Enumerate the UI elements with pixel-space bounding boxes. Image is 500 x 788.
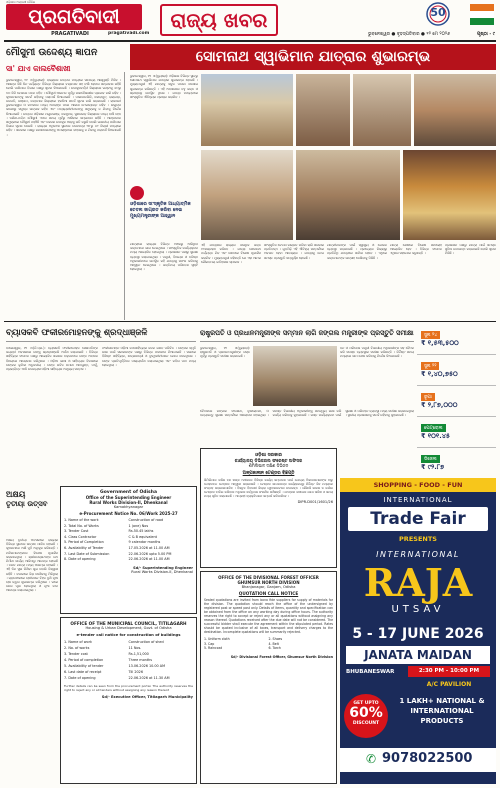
tender4-table <box>204 637 333 651</box>
tender1-gov: Government of Odisha <box>100 490 157 495</box>
table-row: 1. Name of the work Construction of road <box>64 518 164 522</box>
rate-value: ₹ ୧୦୧.୪୫ <box>421 431 450 440</box>
ad-venue: JANATA MAIDAN <box>346 646 490 664</box>
tender-notice-rural-works <box>60 486 197 614</box>
somnath-article-continued: ଯାତ୍ରାରେ ରାଜ୍ୟର ବିଭିନ୍ନ ଅଞ୍ଚଳରୁ ଆସିଥିବା ଭକ୍ତମାନେ ଭାଗ ନେଇଥିଲେ । ସାଂସ୍କୃତିକ କାର୍ଯ୍ୟକ୍ରମ ମଧ୍ୟ ଆୟୋଜିତ ହୋଇଥିଲା । ପ୍ରଶାସନ ପକ୍ଷରୁ ସୁରକ୍ଷା ବ୍ୟବସ୍ଥା କରାଯାଇଥିଲା । ମନ୍ତ୍ରୀ, ବିଧାୟକ ଓ ବରିଷ୍ଠ ଅଧିକାରୀମାନେ ଉପସ୍ଥିତ ରହି ଯାତ୍ରାକୁ ସଫଳ କରିବାକୁ ଆହ୍ୱାନ ଦେଇଥିଲେ । ଭକ୍ତିମୟ ପରିବେଶ ସୃଷ୍ଟି ହୋଇଥିଲା । <box>130 242 198 272</box>
column-rule <box>124 72 125 320</box>
tender2-table <box>64 639 193 681</box>
section-title: ରାଜ୍ୟ ଖବର <box>160 4 278 36</box>
tender3-title2: କାର୍ଯ୍ୟାଳୟ ଡିଭିଜନାଲ ଫରେଷ୍ଟ ଅଫିସର <box>234 458 303 463</box>
inset-quote-box <box>130 186 198 240</box>
kicker-subheadline: ସା' ଯାଏ କାଲବୈଶାଖୀ <box>6 64 71 73</box>
table-row: 8. Date of opening 22.06.2026 at 11.00 AM <box>64 557 170 562</box>
table-row: 1. Uniform cloth 2. Shoes <box>204 637 283 641</box>
forest-minister-article-c: ବୈଠକରେ ଜଙ୍ଗଲ ସଂରକ୍ଷଣ, ବୃକ୍ଷରୋପଣ, ଓ ବନ୍ୟଜନ୍ତୁ ସୁରକ୍ଷା ସମ୍ପର୍କରେ ଆଲୋଚନା ହୋଇଥିଲା । ସମସ୍ତ ବିଭାଗୀୟ ଅଧିକାରୀଙ୍କୁ ସମନ୍ୱୟ ରକ୍ଷା କରି କାର୍ଯ୍ୟ କରିବାକୁ କୁହାଯାଇଛି । ଗସ୍ତ କାର୍ଯ୍ୟକ୍ରମ ପାଇଁ ସୁରକ୍ଷା ଓ ପରିବହନ ବ୍ୟବସ୍ଥା ମଧ୍ୟ ସମୀକ୍ଷା କରାଯାଇଥିଲା । ସ୍ଥାନୀୟ ପ୍ରଶାସନକୁ ସତର୍କ ରହିବାକୁ କୁହାଯାଇଛି । <box>200 409 414 418</box>
table-row: 2. No. of works 11 Nos. <box>64 646 142 650</box>
table-row: 4. Class Contractor C & B equivalent <box>64 534 157 539</box>
side-box-title: ଅକ୍ଷୟ <box>6 490 26 499</box>
anniversary-number: 50 <box>430 6 446 19</box>
photo-somnath-7 <box>403 150 496 240</box>
fakir-mohan-article-b: ଫକୀରମୋହନ ଓଡ଼ିଆ କଥାସାହିତ୍ୟର ଜନକ ଭାବେ ପରିଚିତ । ତାଙ୍କର ସ୍ମୃତି ରକ୍ଷା ପାଇଁ ସରକାରଙ୍କ ପକ୍ଷରୁ ବିଭିନ୍ନ ପଦକ୍ଷେପ ନିଆଯାଇଛି । ସଭାରେ ବିଶିଷ୍ଟ ସାହିତ୍ୟିକ, ଛାତ୍ରଛାତ୍ରୀ ଓ ବୁଦ୍ଧିଜୀବୀମାନେ ଯୋଗ ଦେଇଥିଲେ । ତାଙ୍କ ପ୍ରତିମୂର୍ତ୍ତିରେ ମାଲ୍ୟାର୍ପଣ କରାଯାଇଥିଲା ଏବଂ କବିତା ପାଠ ମଧ୍ୟ ହୋଇଥିଲା । <box>102 346 196 367</box>
anniversary-logo <box>418 2 458 26</box>
tender4-notice: QUOTATION CALL NOTICE <box>238 591 299 596</box>
ad-international: INTERNATIONAL <box>383 496 453 504</box>
ad-top-band: SHOPPING - FOOD - FUN <box>340 478 496 492</box>
table-row: 3. Cap 4. Belt <box>204 641 279 646</box>
ad-presents: PRESENTS <box>399 535 437 543</box>
tender2-fineprint: Further details can be seen from the procurement portal. The authority reserves the right to reject any or all tenders without assigning any reason thereof. <box>64 684 193 692</box>
masthead-divider <box>4 40 496 42</box>
tender4-title: OFFICE OF THE DIVISIONAL FOREST OFFICER <box>218 575 319 580</box>
logo: ପ୍ରଗତିବାଦୀ <box>6 4 142 30</box>
ad-trade-fair: Trade Fair <box>348 507 488 531</box>
tagline: ଓଡ଼ିଶାର ଅଗ୍ରଣୀ ଦୈନିକ <box>6 0 36 4</box>
tender1-division: Rural Works Division-II, Dhenkanal <box>89 500 168 505</box>
section-divider <box>4 321 496 322</box>
inset-quote: ଓଡ଼ିଶାରେ ସାଂସ୍କୃତିକ ଆଧ୍ୟାତ୍ମିକ ଚେତନା ଜାଗ୍ରତ କରିବା ନେଇ ମୁଖ୍ୟମନ୍ତ୍ରୀଙ୍କ ଆହ୍ୱାନ <box>130 202 191 219</box>
kicker-headline: ମୌସୁମୀ ଉଦ୍ଦେଶ୍ୟ ଜ୍ଞାପନ <box>6 47 98 58</box>
weather-article-body: ଭୁବନେଶ୍ୱର, ୧୧ ।୫(ବ୍ୟୁରୋ): ରାଜ୍ୟରେ ଉତ୍ତାପ ମଧ୍ୟରେ ସାମାନ୍ୟ ଆଶ୍ୱସ୍ତି ମିଳିବ । ଆସନ୍ତା କିଛି ଦିନ ପର୍ଯ୍ୟନ୍ତ ବିଭିନ୍ନ ଜିଲ୍ଲାରେ ବଜ୍ରପାତ ସହ ବର୍ଷା ହେବାର ସମ୍ଭାବନା ରହିଛି ବୋଲି ପାଣିପାଗ ବିଭାଗ ପକ୍ଷରୁ ସୂଚନା ଦିଆଯାଇଛି । ଉପକୂଳବର୍ତ୍ତୀ ଜିଲ୍ଲାରେ ଘଣ୍ଟାକୁ ୪୦ରୁ ୫୦ କିମି ବେଗରେ ପବନ ବହିବ । ମୌସୁମୀ ଆଗମନ ପୂର୍ବରୁ କାଳବୈଶାଖୀର ପ୍ରଭାବ ଜାରି ରହିବ । କୃଷକମାନଙ୍କୁ ସତର୍କ ରହିବାକୁ ପରାମର୍ଶ ଦିଆଯାଇଛି । ମାଲକାନଗିରି, କୋରାପୁଟ, ରାୟଗଡ଼ା, ଗଜପତି, ଗଞ୍ଜାମ, କନ୍ଧମାଳ ଜିଲ୍ଲାରେ ହଳଦିଆ ସତର୍କ ସୂଚନା ଜାରି କରାଯାଇଛି । ରାଜଧାନୀ ଭୁବନେଶ୍ୱର ଓ କଟକରେ ମଧ୍ୟ ଅପରାହ୍ନ ପରେ ଆକାଶ ମେଘାଚ୍ଛନ୍ନ ରହିବ । ଲଘୁଚାପ କାରଣରୁ ସମୁଦ୍ର ଉତ୍ତାଳ ରହିବ ଏବଂ ମତ୍ସ୍ୟଜୀବୀମାନଙ୍କୁ ସମୁଦ୍ରକୁ ନ ଯିବାକୁ ନିର୍ଦ୍ଦେଶ ଦିଆଯାଇଛି । ଉତ୍ତର ଓଡ଼ିଶାର ମୟୂରଭଞ୍ଜ, କେନ୍ଦୁଝର, ସୁନ୍ଦରଗଡ଼ ଜିଲ୍ଲାରେ ମଧ୍ୟ ବର୍ଷା ହେବ । ଦକ୍ଷିଣ-ପଶ୍ଚିମ ମୌସୁମୀ ଏଥର ସମୟ ପୂର୍ବରୁ ଆସିବାର ସମ୍ଭାବନା ରହିଛି । ଆଣ୍ଡାମାନ ସମୁଦ୍ରରେ ମୌସୁମୀ ପହଞ୍ଚିଛି ଏବଂ କେରଳ ଉପକୂଳ ଆଡ଼କୁ ଗତି କରୁଛି ବୋଲି ଭାରତୀୟ ପାଣିପାଗ ବିଭାଗ ସୂଚନା ଦେଇଛି । ରାଜ୍ୟର ଅଧିକାଂଶ ସ୍ଥାନରେ ତାପମାତ୍ରା ୩୮ରୁ ୪୨ ଡିଗ୍ରୀ ମଧ୍ୟରେ ରହିବ । ସରକାର ପକ୍ଷରୁ ଜନସାଧାରଣଙ୍କୁ ଅପରାହ୍ନରେ ବାହାରକୁ ନ ଯିବାକୁ ପରାମର୍ଶ ଦିଆଯାଇଛି । <box>6 78 121 137</box>
tender4-subtitle: GHUMSUR NORTH DIVISION <box>237 580 300 585</box>
rate-label: ରୂପା <box>421 393 435 401</box>
ad-pavilion: A/C PAVILION <box>426 681 472 688</box>
tender2-footer: Sd/- Executive Officer, Titilagarh Municipality <box>101 695 193 699</box>
fakir-mohan-headline: ବ୍ୟାସକବି ଫକୀରମୋହନଙ୍କୁ ଶ୍ରଦ୍ଧାଞ୍ଜଳି <box>6 324 196 342</box>
rate-item <box>417 386 496 417</box>
tender1-footer2: Rural Works Division-II, Dhenkanal <box>131 569 193 574</box>
tender3-notice: ଅଳ୍ପକାଳୀନ ଟେଣ୍ଡର ବିଜ୍ଞପ୍ତି <box>242 471 295 476</box>
rate-label: ସୁନା ୨୨ <box>421 362 439 370</box>
masthead <box>0 0 500 40</box>
table-row: 1. Name of work Construction of shed <box>64 640 164 644</box>
forest-minister-headline: ରାଷ୍ଟ୍ରପତି ଓ ପ୍ରଧାନମନ୍ତ୍ରୀଙ୍କ ସମ୍ମାନ ଲାଗି ଜଙ୍ଗଲ ମନ୍ତ୍ରୀଙ୍କ ପ୍ରସ୍ତୁତି ସମୀକ୍ଷା <box>200 324 414 342</box>
ad-products: 1 LAKH+ NATIONAL & INTERNATIONAL PRODUCTS <box>399 697 485 725</box>
ad-offer-badge <box>344 694 388 738</box>
page-label: ପୃଷ୍ଠା - ୯ <box>477 32 495 37</box>
table-row: 5. Availability of tender 13.06.2026 10.00 AM <box>64 664 166 668</box>
tender4-body: Sealed quotations are invited from bona fide suppliers for supply of materials for the division. The quotation should reach the office of the undersigned by registered post or speed post only. Details of items, quantity and specification can be obtained from the office on any working day during office hours. The authority reserves the right to accept or reject any or all quotations without assigning any reason thereof. Quotations received after the due date will not be considered. The successful bidder shall execute the agreement within the stipulated period. Rates should be quoted inclusive of all taxes, transport and delivery charges to the destination. Incomplete quotations will be summarily rejected. <box>204 598 333 634</box>
ad-time: 2:30 PM - 10:00 PM <box>408 666 490 677</box>
somnath-article-col-d: ଯାତ୍ରା ଶେଷରେ ବିଶେଷ ସମାରୋହ ଆୟୋଜିତ ହେବ । ବିଭିନ୍ନ ସଂଗଠନ ଏଥିରେ ସହଯୋଗ କରୁଛନ୍ତି । <box>390 243 442 256</box>
ad-raja: RAJA <box>363 562 473 604</box>
ad-offer-bottom: DISCOUNT <box>352 721 380 726</box>
main-headline: ସୋମନାଥ ସ୍ୱାଭିମାନ ଯାତ୍ରାର ଶୁଭାରମ୍ଭ <box>130 44 496 70</box>
rate-label: ପେଟ୍ରୋଲ <box>421 424 446 432</box>
table-row: 5. Period of Completion 9 calendar months <box>64 540 161 545</box>
ad-dates: 5 - 17 JUNE 2026 <box>352 626 484 642</box>
logo-subtitle: PRAGATIVADI <box>51 31 89 37</box>
photo-somnath-5 <box>201 150 293 240</box>
table-row: 5. Raincoat 6. Torch <box>204 646 281 651</box>
table-row: 7. Date of opening 22.06.2026 at 11.30 AM <box>64 676 170 680</box>
rate-label: ସୁନା ୨୪ <box>421 331 440 339</box>
rate-value: ₹ ୧,୫୩,୫୦୦ <box>421 338 459 347</box>
somnath-article-col-b: ସାଂସ୍କୃତିକ ଚେତନା ଜାଗ୍ରତ କରିବା ଲାଗି ସରକାର ପ୍ରତିବଦ୍ଧ । ଯୁବପିଢ଼ି ଏହି ଐତିହ୍ୟ ସମ୍ପର୍କରେ ଅବଗତ ହେବା ଆବଶ୍ୟକ । ଯାତ୍ରାକୁ ନେଇ ସମସ୍ତ ପ୍ରସ୍ତୁତି ସମ୍ପୂର୍ଣ୍ଣ ହୋଇଛି । <box>264 243 324 260</box>
table-row: 7. Last Date of Submission 22.06.2026 upto 5.00 PM <box>64 551 172 556</box>
tender3-title3: ଶିମିଲିପାଳ ଦକ୍ଷିଣ ଡିଭିଜନ <box>248 463 289 468</box>
ad-offer: 60% <box>349 705 383 721</box>
photo-somnath-2 <box>296 74 350 146</box>
rate-value: ₹ ୯୨.୮୭ <box>421 462 445 471</box>
rate-item <box>417 448 496 474</box>
ad-phone: 9078022500 <box>382 751 473 766</box>
fakir-mohan-article-a: ବାଲେଶ୍ୱର, ୧୧ ।୫(ନି.ପ୍ର.): ବ୍ୟାସକବି ଫକୀରମୋହନ ସେନାପତିଙ୍କ ଜୟନ୍ତୀ ଅବସରରେ ତାଙ୍କୁ ଶ୍ରଦ୍ଧାଞ୍ଜଳି ଅର୍ପଣ କରାଯାଇଛି । ବିଭିନ୍ନ ସାହିତ୍ୟିକ ସଂଗଠନ ପକ୍ଷରୁ ଆୟୋଜିତ ସଭାରେ ବକ୍ତାମାନେ ତାଙ୍କ ଅବଦାନ ବିଷୟରେ ଆଲୋଚନା କରିଥିଲେ । ଓଡ଼ିଆ ଭାଷା ଓ ସାହିତ୍ୟର ବିକାଶରେ ତାଙ୍କର ଭୂମିକା ଅତୁଳନୀୟ । ତାଙ୍କ ରଚିତ ଛମାଣ ଆଠଗୁଣ୍ଠ, ମାମୁଁ, ପ୍ରାୟଶ୍ଚିତ୍ତ ଆଦି ଉପନ୍ୟାସ ଓଡ଼ିଆ ସାହିତ୍ୟର ଅମୂଲ୍ୟ ସମ୍ପଦ । <box>6 346 98 372</box>
rate-item <box>417 355 496 386</box>
rate-label: ଡିଜେଲ <box>421 455 440 463</box>
tender1-notice: e-Procurement Notice No. 06/Work 2025-27 <box>79 511 178 516</box>
ad-offer-top: GET UPTO <box>353 701 379 706</box>
date-line: ଭୁବନେଶ୍ୱର ● ବୃହସ୍ପତିବାର ● ୧୨ ମେ ୨୦୨୬ <box>367 32 450 37</box>
akshaya-tritiya-box <box>6 490 56 536</box>
table-row: 3. Tender Cost Rs.50.45 lakhs <box>64 529 154 534</box>
website[interactable]: pragativadi.com <box>108 31 150 36</box>
forest-minister-article-b: ବନ ଓ ପରିବେଶ ମନ୍ତ୍ରୀ ବିଭାଗୀୟ ଅଧିକାରୀଙ୍କ ସହ ବୈଠକ କରି ସମସ୍ତ ବ୍ୟବସ୍ଥାର ସମୀକ୍ଷା କରିଛନ୍ତି । ନିର୍ଦ୍ଦିଷ୍ଟ ସମୟ ମଧ୍ୟରେ କାମ ଶେଷ କରିବାକୁ ନିର୍ଦ୍ଦେଶ ଦିଆଯାଇଛି । <box>340 346 414 359</box>
raja-utsav-ad <box>340 478 496 784</box>
rate-value: ₹ ୨,୮୭,୦୦୦ <box>421 400 458 409</box>
rate-item <box>417 324 496 355</box>
table-row: 6. Availability of Tender 17.05.2026 at 11.00 AM <box>64 545 170 550</box>
somnath-article-col-c: ଯାତ୍ରୀମାନଙ୍କ ପାଇଁ ସ୍ୱାସ୍ଥ୍ୟ ଓ ଭୋଜନ ବ୍ୟବସ୍ଥା କରାଯାଇଛି । ପ୍ରତ୍ୟେକ ଜିଲ୍ଲାରୁ ପ୍ରତିନିଧି ଯାତ୍ରାରେ ସାମିଲ ହେବେ । ଏଥିରେ ଭକ୍ତମାନଙ୍କ ଉତ୍ସାହ ଦେଖିବାକୁ ମିଳିଛି । <box>327 243 387 260</box>
tender1-office: Office of the Superintending Engineer <box>85 495 172 500</box>
tender1-footer: Sd/- Superintending Engineer <box>133 565 193 570</box>
tender-notice-ghumsur <box>200 571 337 784</box>
ad-utsav: UTSAV <box>391 604 445 615</box>
table-row: 6. Last date of receipt Till 2026 <box>64 670 143 674</box>
tender2-notice: e-tender call notice for construction of buildings <box>76 632 181 637</box>
tender-notice-forest-odia <box>200 448 337 568</box>
tender1-table <box>64 518 193 563</box>
tender3-footer: DIPR-D001/1601/26 <box>297 500 333 504</box>
table-row: 4. Period of completion Three months <box>64 658 153 662</box>
tender4-place: Bhanjanagar, Ganjam, Odisha <box>241 585 296 589</box>
ad-city: BHUBANESWAR <box>346 669 395 675</box>
ad-phone-bar[interactable] <box>340 748 496 772</box>
tender2-title: OFFICE OF THE MUNICIPAL COUNCIL, TITILAGARH <box>70 621 187 626</box>
akshaya-article-body: ଅକ୍ଷୟ ତୃତୀୟା ଅବସରରେ ରାଜ୍ୟର ବିଭିନ୍ନ ସ୍ଥାନରେ ଉତ୍ସବ ପାଳିତ ହୋଇଛି । କୃଷକମାନେ ଅକ୍ଷି ମୁଠି ଅନୁକୂଳ କରିଛନ୍ତି । ମନ୍ଦିରମାନଙ୍କରେ ବିଶେଷ ପୂଜାର୍ଚ୍ଚନା କରାଯାଇଥିଲା । ଶ୍ରୀଜଗନ୍ନାଥଙ୍କ ରଥ ନିର୍ମାଣ କାର୍ଯ୍ୟ ଆଜିଠାରୁ ଆରମ୍ଭ ହୋଇଛି । ଚନ୍ଦନ ଯାତ୍ରା ମଧ୍ୟ ଆରମ୍ଭ ହୋଇଛି । ଏହି ଦିନ ସୁନା କିଣିବା ଶୁଭ ବୋଲି ବିଶ୍ୱାସ ରହିଛି । ବଜାରରେ ଭିଡ଼ ଦେଖିବାକୁ ମିଳିଥିଲା । ଗ୍ରାମାଞ୍ଚଳରେ ଚାଷୀମାନେ ବିହନ ବୁଣି ନୂଆ ଚାଷ ଋତୁର ଶୁଭାରମ୍ଭ କରିଥିଲେ । ଘରେ ଘରେ ପୂଜା ହୋଇଥିଲା ଓ ନୂଆ କାମ ଆରମ୍ଭ କରାଯାଇଥିଲା । <box>6 538 58 593</box>
phone-icon: ✆ <box>366 752 377 766</box>
somnath-article-body: ଭୁବନେଶ୍ୱର, ୧୧ ।୫(ବ୍ୟୁରୋ): ଓଡ଼ିଶାର ବିଭିନ୍ନ ସ୍ଥାନରୁ ସୋମନାଥ ସ୍ୱାଭିମାନ ଯାତ୍ରାର ଶୁଭାରମ୍ଭ ହୋଇଛି । ମୁଖ୍ୟମନ୍ତ୍ରୀ ଏହି ଯାତ୍ରାକୁ ସବୁଜ ପତାକା ଦେଖାଇ ଶୁଭାରମ୍ଭ କରିଛନ୍ତି । ଏହି ଅବସରରେ ବହୁ ଭକ୍ତ ଓ ଶ୍ରଦ୍ଧାଳୁ ଉପସ୍ଥିତ ଥିଲେ । ଯାତ୍ରା ମାଧ୍ୟମରେ ସାଂସ୍କୃତିକ ଐତିହ୍ୟର ପ୍ରଚାର କରାଯିବ । <box>130 74 198 100</box>
photo-somnath-6 <box>296 150 400 240</box>
tender3-title1: ଓଡ଼ିଶା ସରକାର <box>254 453 283 458</box>
tender4-footer: Sd/- Divisional Forest Officer, Ghumsur North Division <box>230 654 333 659</box>
somnath-article-col-e: ପ୍ରଶାସନ ପକ୍ଷରୁ ଯାତ୍ରା ପାଇଁ ସମସ୍ତ ସୁବିଧା ଉପଲବ୍ଧ କରାଯାଇଛି ବୋଲି ସୂଚନା ମିଳିଛି । <box>445 243 496 256</box>
tender1-place: Kamakhyanagar <box>113 505 144 509</box>
side-box-subtitle: ତୃତୀୟା ଉତ୍ସବ <box>6 500 48 508</box>
rate-item <box>417 417 496 448</box>
photo-somnath-4 <box>414 74 496 146</box>
rate-value: ₹ ୧,୪୦,୭୫୦ <box>421 369 458 378</box>
photo-somnath-1 <box>201 74 293 146</box>
somnath-article-col-a: ଏହି ଯାତ୍ରାରେ ରାଜ୍ୟର ଶତାଧିକ ଭକ୍ତ ଅଂଶଗ୍ରହଣ କରିବେ । ଯାତ୍ରା ସୋମନାଥ ପର୍ଯ୍ୟନ୍ତ ଯିବ ଏବଂ ସେଠାରେ ବିଶେଷ ପୂଜାର୍ଚ୍ଚନା କରାଯିବ । ମୁଖ୍ୟମନ୍ତ୍ରୀ କହିଛନ୍ତି ଯେ ଏହା ଆମର ଗୌରବମୟ ଇତିହାସର ସ୍ମାରକ । <box>201 243 261 264</box>
photo-review-meeting <box>253 346 337 406</box>
rates-sidebar <box>417 324 496 474</box>
ad-international-2: INTERNATIONAL <box>376 550 460 559</box>
tender3-body: ଶିମିଲିପାଳ ଦକ୍ଷିଣ ବନ ଖଣ୍ଡ ଅଧୀନରେ ବିଭିନ୍ନ କାର୍ଯ୍ୟ ସମ୍ପାଦନ ପାଇଁ ଯୋଗ୍ୟ ଠିକାଦାରମାନଙ୍କ ଠାରୁ ମୋହରବନ୍ଦ ଟେଣ୍ଡର ଆହ୍ୱାନ କରାଯାଉଛି । ଟେଣ୍ଡର କାଗଜପତ୍ର କାର୍ଯ୍ୟାଳୟରୁ ନିର୍ଦ୍ଦିଷ୍ଟ ଦିନ ମଧ୍ୟରେ ସଂଗ୍ରହ କରାଯାଇପାରିବ । ବିସ୍ତୃତ ବିବରଣୀ ଜିଲ୍ଲା ୱେବସାଇଟରେ ଉପଲବ୍ଧ । କୌଣସି କାରଣ ନ ଦର୍ଶାଇ ଟେଣ୍ଡର ବାତିଲ କରିବାର ଅଧିକାର କର୍ତ୍ତୃପକ୍ଷ ସଂରକ୍ଷିତ ରଖିଛନ୍ତି । ଟେଣ୍ଡର ଦାଖଲର ଶେଷ ତାରିଖ ଓ ସମୟ ମଧ୍ୟ ସୂଚିତ କରାଯାଇଛି । ଆଗ୍ରହୀ ବ୍ୟକ୍ତିମାନେ ସମ୍ପର୍କ କରିପାରିବେ । <box>204 478 333 498</box>
tender2-subtitle: Housing & Urban Development, Govt. of Odisha <box>85 626 172 630</box>
forest-minister-article-a: ଭୁବନେଶ୍ୱର, ୧୧ ।୫(ବ୍ୟୁରୋ): ରାଷ୍ଟ୍ରପତି ଓ ପ୍ରଧାନମନ୍ତ୍ରୀଙ୍କ ଗସ୍ତ ପୂର୍ବରୁ ପ୍ରସ୍ତୁତି ସମୀକ୍ଷା କରାଯାଇଛି । <box>200 346 250 359</box>
tender-notice-municipal <box>60 617 197 784</box>
photo-somnath-3 <box>353 74 411 146</box>
flag-emblem <box>470 4 494 26</box>
table-row: 2. Total No. of Works 1 (one) Nos <box>64 523 149 528</box>
table-row: 3. Tender cost Rs.1,51,000 <box>64 652 149 656</box>
